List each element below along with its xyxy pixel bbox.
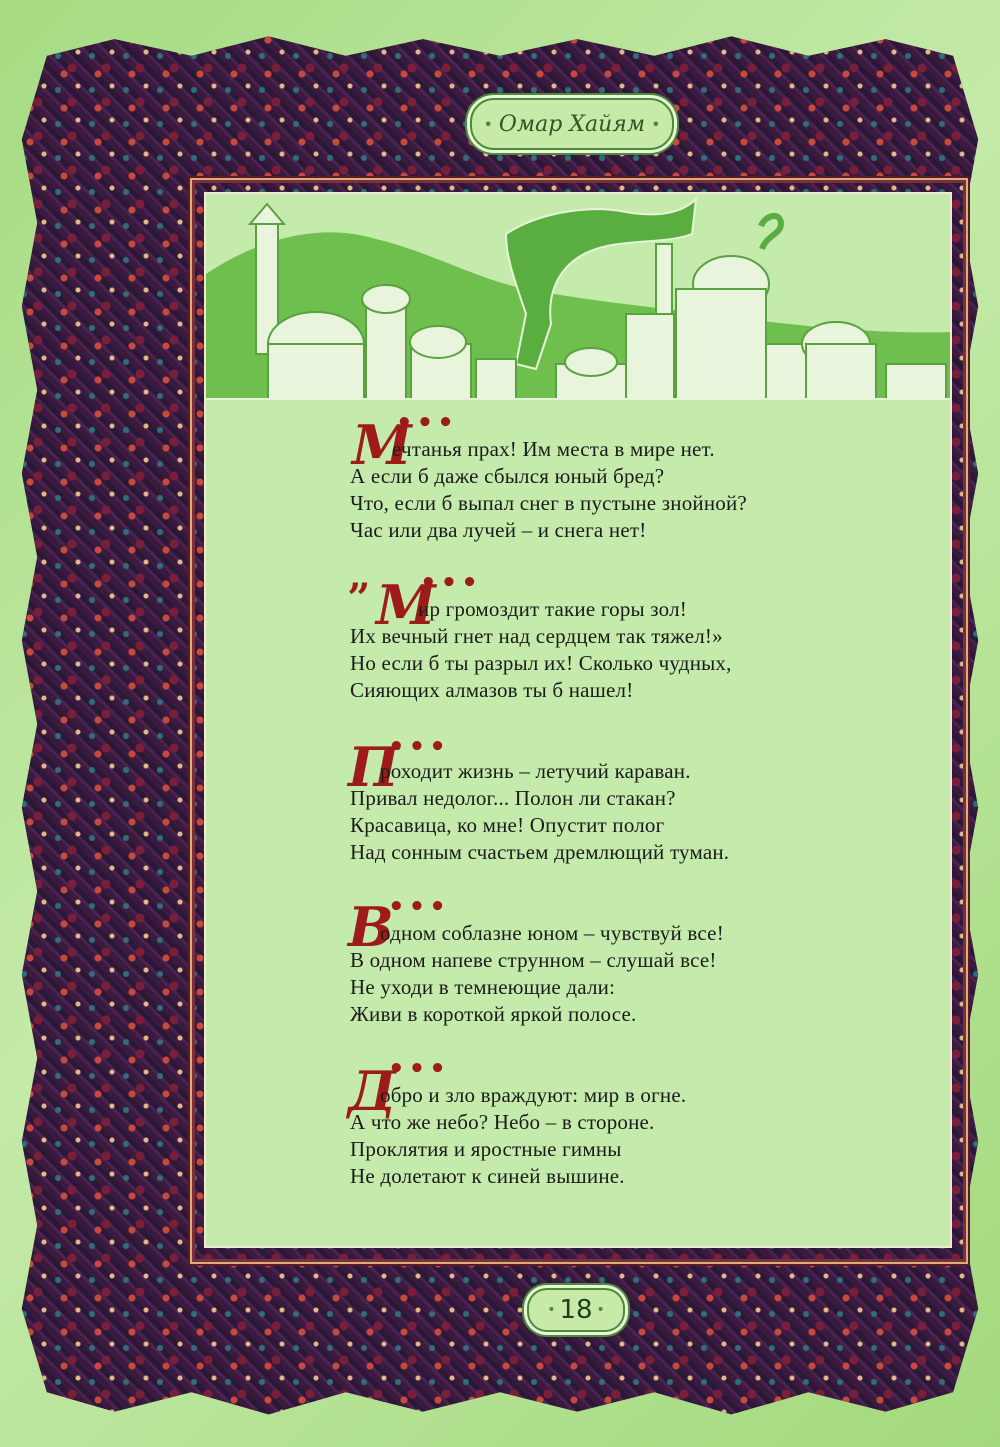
poem-stanza bbox=[350, 947, 870, 1028]
poem-line bbox=[392, 436, 912, 463]
poem-line: В одном напеве струнном – слушай все! bbox=[350, 948, 717, 972]
poem-line: Над сонным счастьем дремлющий туман. bbox=[350, 840, 730, 864]
poem-line: Привал недолог... Полон ли стакан? bbox=[350, 786, 676, 810]
header-title-cartouche bbox=[470, 98, 674, 150]
poem-line: Проклятия и яростные гимны bbox=[350, 1137, 622, 1161]
book-title: Омар Хайям bbox=[498, 111, 646, 137]
poem-line: одном соблазне юном – чувствуй все! bbox=[380, 921, 724, 945]
poem-line bbox=[380, 1082, 900, 1109]
drop-cap-dots: ••• bbox=[396, 408, 458, 438]
poem-line bbox=[380, 758, 900, 785]
poem-line: Красавица, ко мне! Опустит полог bbox=[350, 813, 665, 837]
poem-line: Но если б ты разрыл их! Сколько чудных, bbox=[350, 651, 732, 675]
drop-cap-initial: М bbox=[376, 573, 436, 637]
poem-stanza bbox=[350, 1109, 870, 1190]
poem-line: обро и зло враждуют: мир в огне. bbox=[380, 1083, 687, 1107]
poem-line: Не долетают к синей вышине. bbox=[350, 1164, 625, 1188]
drop-cap-initial: П bbox=[348, 735, 400, 799]
drop-cap-dots: ••• bbox=[388, 1054, 450, 1084]
poem-line: Их вечный гнет над сердцем так тяжел!» bbox=[350, 624, 723, 648]
poem-line: Что, если б выпал снег в пустыне знойной? bbox=[350, 491, 747, 515]
poem-line: ир громоздит такие горы зол! bbox=[418, 597, 687, 621]
poem-line: роходит жизнь – летучий караван. bbox=[380, 759, 691, 783]
ornament-dot-icon: • bbox=[547, 1302, 556, 1318]
poem-line: ечтанья прах! Им места в мире нет. bbox=[392, 437, 715, 461]
poem-stanza bbox=[350, 463, 870, 544]
poem-line: Сияющих алмазов ты б нашел! bbox=[350, 678, 634, 702]
poem-line: Живи в короткой яркой полосе. bbox=[350, 1002, 637, 1026]
opening-quote-mark: „ bbox=[348, 552, 372, 599]
poem-line bbox=[418, 596, 938, 623]
ornament-dot-icon: • bbox=[651, 114, 661, 134]
drop-cap-initial: М bbox=[352, 413, 412, 477]
ornament-dot-icon: • bbox=[596, 1302, 605, 1318]
poem-line: Час или два лучей – и снега нет! bbox=[350, 518, 647, 542]
poem-line: Не уходи в темнеющие дали: bbox=[350, 975, 616, 999]
poem-line: А что же небо? Небо – в стороне. bbox=[350, 1110, 655, 1134]
poem-stanza bbox=[350, 623, 870, 704]
page-number: 18 bbox=[559, 1295, 593, 1325]
poem-stanza bbox=[350, 785, 870, 866]
drop-cap-dots: ••• bbox=[388, 732, 450, 762]
ornament-dot-icon: • bbox=[483, 114, 493, 134]
drop-cap-initial: Д bbox=[348, 1059, 397, 1123]
city-skyline-illustration bbox=[206, 194, 950, 404]
drop-cap-dots: ••• bbox=[420, 568, 482, 598]
page-number-badge bbox=[527, 1288, 625, 1332]
drop-cap-initial: В bbox=[348, 895, 394, 959]
drop-cap-dots: ••• bbox=[388, 892, 450, 922]
poem-line: А если б даже сбылся юный бред? bbox=[350, 464, 665, 488]
poem-line bbox=[380, 920, 900, 947]
